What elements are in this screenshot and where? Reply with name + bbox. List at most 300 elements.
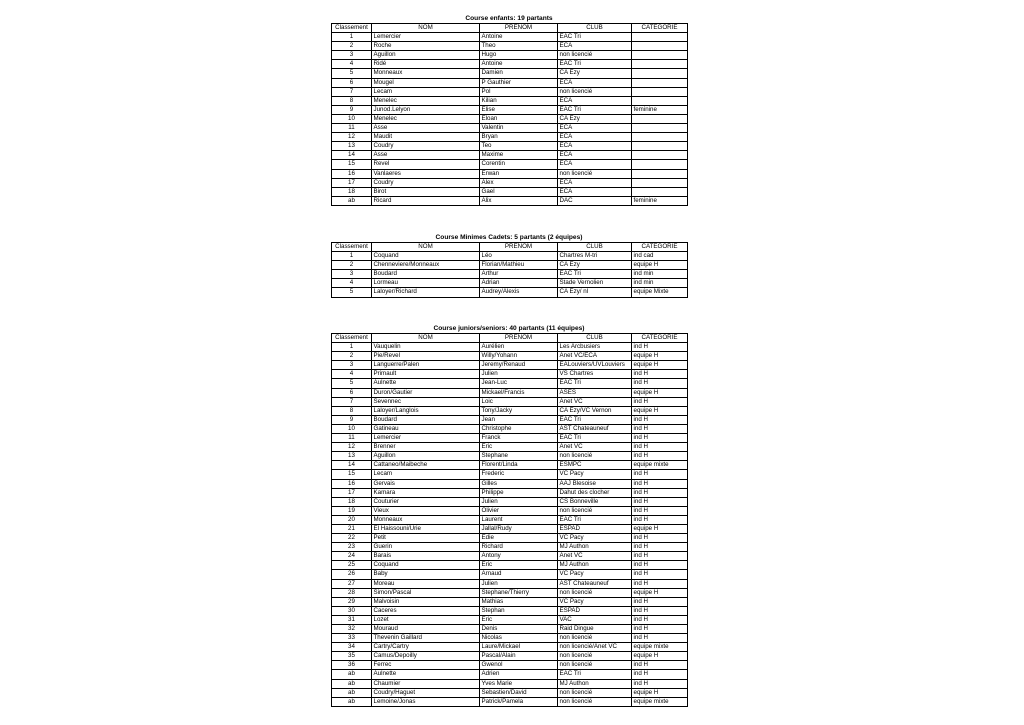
categorie-cell: ind H [632, 415, 688, 424]
table-row [332, 352, 688, 361]
classement-cell: 20 [332, 515, 372, 524]
nom-cell: Brenner [372, 443, 480, 452]
nom-cell: Gervais [372, 479, 480, 488]
table-row [332, 488, 688, 497]
club-cell: CA Ezy [558, 114, 632, 123]
classement-cell: 15 [332, 160, 372, 169]
club-cell: VAC [558, 615, 632, 624]
categorie-cell [632, 33, 688, 42]
prenom-cell: Christophe [480, 424, 558, 433]
prenom-cell: Alix [480, 196, 558, 205]
prenom-cell: Mickael/Francis [480, 388, 558, 397]
club-cell: CA Ezy [558, 261, 632, 270]
nom-cell: Vanlaeres [372, 169, 480, 178]
club-cell: MJ Authon [558, 543, 632, 552]
classement-cell: 36 [332, 661, 372, 670]
prenom-cell: Franck [480, 434, 558, 443]
categorie-cell: feminine [632, 105, 688, 114]
classement-cell: 27 [332, 579, 372, 588]
nom-cell: Pie/Revel [372, 352, 480, 361]
column-header: CATEGORIE [632, 243, 688, 252]
classement-cell: 6 [332, 388, 372, 397]
club-cell: non licencié [558, 688, 632, 697]
nom-cell: Asse [372, 151, 480, 160]
table-row [332, 69, 688, 78]
categorie-cell: ind H [632, 424, 688, 433]
prenom-cell: Laure/Mickael [480, 643, 558, 652]
club-cell: non licencié [558, 169, 632, 178]
prenom-cell: Edie [480, 534, 558, 543]
nom-cell: Laloyer/Richard [372, 288, 480, 297]
prenom-cell: Julien [480, 497, 558, 506]
table-row [332, 114, 688, 123]
club-cell: Raid Dingue [558, 625, 632, 634]
table-row [332, 452, 688, 461]
categorie-cell: equipe H [632, 361, 688, 370]
nom-cell: Malvoisin [372, 597, 480, 606]
categorie-cell: ind H [632, 625, 688, 634]
nom-cell: Thevenin Gaillard [372, 634, 480, 643]
classement-cell: 19 [332, 506, 372, 515]
nom-cell: Coquand [372, 561, 480, 570]
prenom-cell: Kilian [480, 96, 558, 105]
nom-cell: Monneaux [372, 69, 480, 78]
prenom-cell: Philippe [480, 488, 558, 497]
nom-cell: Primault [372, 370, 480, 379]
table-row [332, 543, 688, 552]
classement-cell: 14 [332, 461, 372, 470]
prenom-cell: Pol [480, 87, 558, 96]
table-row [332, 670, 688, 679]
nom-cell: Kamara [372, 488, 480, 497]
categorie-cell: ind H [632, 506, 688, 515]
table-row [332, 60, 688, 69]
nom-cell: Vieux [372, 506, 480, 515]
categorie-cell: ind H [632, 397, 688, 406]
section-title: Course juniors/seniors: 40 partants (11 équipes) [433, 325, 585, 332]
classement-cell: ab [332, 670, 372, 679]
club-cell: ECA [558, 78, 632, 87]
categorie-cell: feminine [632, 196, 688, 205]
prenom-cell: Alex [480, 178, 558, 187]
table-row [332, 597, 688, 606]
table-row [332, 151, 688, 160]
club-cell: non licencié [558, 634, 632, 643]
nom-cell: Cattaneo/Maibeche [372, 461, 480, 470]
nom-cell: Aguillon [372, 51, 480, 60]
categorie-cell: ind H [632, 579, 688, 588]
categorie-cell: ind H [632, 443, 688, 452]
categorie-cell [632, 114, 688, 123]
club-cell: Anet VC [558, 397, 632, 406]
classement-cell: 22 [332, 534, 372, 543]
prenom-cell: Audrey/Alexis [480, 288, 558, 297]
nom-cell: Boudard [372, 415, 480, 424]
categorie-cell [632, 60, 688, 69]
table-row [332, 552, 688, 561]
prenom-cell: Eloan [480, 114, 558, 123]
categorie-cell [632, 78, 688, 87]
nom-cell: Petit [372, 534, 480, 543]
club-cell: ESMPC [558, 461, 632, 470]
section-title: Course enfants: 19 partants [465, 15, 553, 22]
column-header: CLUB [558, 24, 632, 33]
prenom-cell: Antoine [480, 33, 558, 42]
categorie-cell: ind H [632, 515, 688, 524]
prenom-cell: Léo [480, 252, 558, 261]
categorie-cell [632, 151, 688, 160]
nom-cell: Revel [372, 160, 480, 169]
classement-cell: 2 [332, 42, 372, 51]
club-cell: AST Chateauneuf [558, 579, 632, 588]
club-cell: EAC Tri [558, 105, 632, 114]
column-header: NOM [372, 243, 480, 252]
nom-cell: Baby [372, 570, 480, 579]
prenom-cell: Eric [480, 561, 558, 570]
column-header: NOM [372, 24, 480, 33]
club-cell: ECA [558, 42, 632, 51]
categorie-cell: equipe H [632, 261, 688, 270]
nom-cell: Lemoine/Jonas [372, 697, 480, 706]
classement-cell: 11 [332, 434, 372, 443]
nom-cell: Languerre/Palen [372, 361, 480, 370]
column-header: Classement [332, 24, 372, 33]
prenom-cell: Mathias [480, 597, 558, 606]
prenom-cell: Sebastien/David [480, 688, 558, 697]
nom-cell: Camus/Depoilly [372, 652, 480, 661]
club-cell: EALouviers/UVLouviers [558, 361, 632, 370]
table-row [332, 169, 688, 178]
nom-cell: Birot [372, 187, 480, 196]
classement-cell: 12 [332, 133, 372, 142]
prenom-cell: Jean-Luc [480, 379, 558, 388]
nom-cell: Ridé [372, 60, 480, 69]
nom-cell: Mougel [372, 78, 480, 87]
column-header: CLUB [558, 243, 632, 252]
classement-cell: 3 [332, 51, 372, 60]
table-row [332, 406, 688, 415]
table-row [332, 688, 688, 697]
nom-cell: Menelec [372, 96, 480, 105]
categorie-cell [632, 42, 688, 51]
table-row [332, 370, 688, 379]
nom-cell: Gatineau [372, 424, 480, 433]
classement-cell: 28 [332, 588, 372, 597]
nom-cell: Aulnette [372, 379, 480, 388]
table-row [332, 379, 688, 388]
club-cell: non licencié [558, 697, 632, 706]
club-cell: Anet VC [558, 552, 632, 561]
club-cell: non licencié [558, 51, 632, 60]
classement-cell: 16 [332, 169, 372, 178]
prenom-cell: Corentin [480, 160, 558, 169]
prenom-cell: Nicolas [480, 634, 558, 643]
nom-cell: Roche [372, 42, 480, 51]
nom-cell: Ricard [372, 196, 480, 205]
categorie-cell [632, 142, 688, 151]
table-row [332, 524, 688, 533]
prenom-cell: Arnaud [480, 570, 558, 579]
section-minimes-cadets [331, 233, 687, 298]
prenom-cell: Gilles [480, 479, 558, 488]
classement-cell: 17 [332, 178, 372, 187]
classement-cell: ab [332, 679, 372, 688]
classement-cell: 12 [332, 443, 372, 452]
table-row [332, 270, 688, 279]
classement-cell: 1 [332, 33, 372, 42]
categorie-cell: ind H [632, 670, 688, 679]
classement-cell: 10 [332, 424, 372, 433]
categorie-cell: ind min [632, 270, 688, 279]
categorie-cell: equipe Mixte [632, 288, 688, 297]
classement-cell: 7 [332, 87, 372, 96]
prenom-cell: Erwan [480, 169, 558, 178]
classement-cell: ab [332, 196, 372, 205]
prenom-cell: Julien [480, 579, 558, 588]
classement-cell: 11 [332, 124, 372, 133]
prenom-cell: Antony [480, 552, 558, 561]
table-row [332, 515, 688, 524]
nom-cell: Sevennec [372, 397, 480, 406]
table-row [332, 124, 688, 133]
club-cell: ESPAD [558, 606, 632, 615]
prenom-cell: Antoine [480, 60, 558, 69]
categorie-cell [632, 133, 688, 142]
categorie-cell: ind H [632, 597, 688, 606]
table-row [332, 78, 688, 87]
prenom-cell: Richard [480, 543, 558, 552]
categorie-cell: ind H [632, 615, 688, 624]
categorie-cell: ind H [632, 452, 688, 461]
club-cell: EAC Tri [558, 415, 632, 424]
prenom-cell: Hugo [480, 51, 558, 60]
categorie-cell: ind H [632, 497, 688, 506]
prenom-cell: Gwenol [480, 661, 558, 670]
table-row [332, 424, 688, 433]
prenom-cell: Aurélien [480, 343, 558, 352]
table-row [332, 534, 688, 543]
nom-cell: Lecam [372, 470, 480, 479]
prenom-cell: Stephane/Thierry [480, 588, 558, 597]
club-cell: CA Ezy/VC Vernon [558, 406, 632, 415]
table-row [332, 133, 688, 142]
prenom-cell: Valentin [480, 124, 558, 133]
categorie-cell: ind H [632, 488, 688, 497]
club-cell: ECA [558, 178, 632, 187]
column-header: CATEGORIE [632, 334, 688, 343]
classement-cell: 21 [332, 524, 372, 533]
classement-cell: ab [332, 697, 372, 706]
nom-cell: Maudit [372, 133, 480, 142]
classement-cell: 14 [332, 151, 372, 160]
classement-cell: 17 [332, 488, 372, 497]
table-row [332, 652, 688, 661]
prenom-cell: Adrian [480, 279, 558, 288]
categorie-cell: ind H [632, 661, 688, 670]
prenom-cell: Frederic [480, 470, 558, 479]
club-cell: VC Pacy [558, 534, 632, 543]
table-row [332, 697, 688, 706]
classement-cell: 16 [332, 479, 372, 488]
nom-cell: Guerin [372, 543, 480, 552]
nom-cell: Coudry [372, 142, 480, 151]
table-row [332, 160, 688, 169]
prenom-cell: Olivier [480, 506, 558, 515]
table-row [332, 506, 688, 515]
table-row [332, 470, 688, 479]
club-cell: ECA [558, 142, 632, 151]
prenom-cell: Jeremy/Renaud [480, 361, 558, 370]
column-header: Classement [332, 243, 372, 252]
table-row [332, 261, 688, 270]
club-cell: Dahut des clocher [558, 488, 632, 497]
club-cell: ECA [558, 160, 632, 169]
nom-cell: Barais [372, 552, 480, 561]
nom-cell: Monneaux [372, 515, 480, 524]
classement-cell: 18 [332, 187, 372, 196]
column-header: PRENOM [480, 243, 558, 252]
club-cell: ESPAD [558, 524, 632, 533]
categorie-cell [632, 69, 688, 78]
section-enfants [331, 14, 687, 206]
nom-cell: Duron/Gautier [372, 388, 480, 397]
section-juniors-seniors [331, 324, 687, 707]
results-table [331, 23, 688, 206]
table-row [332, 570, 688, 579]
nom-cell: Lozet [372, 615, 480, 624]
table-row [332, 661, 688, 670]
classement-cell: 4 [332, 279, 372, 288]
classement-cell: 24 [332, 552, 372, 561]
club-cell: EAC Tri [558, 60, 632, 69]
categorie-cell [632, 160, 688, 169]
club-cell: EAC Tri [558, 434, 632, 443]
table-row [332, 196, 688, 205]
table-row [332, 443, 688, 452]
categorie-cell: ind H [632, 543, 688, 552]
column-header: CATEGORIE [632, 24, 688, 33]
nom-cell: Simon/Pascal [372, 588, 480, 597]
nom-cell: Caceres [372, 606, 480, 615]
table-row [332, 279, 688, 288]
prenom-cell: Loic [480, 397, 558, 406]
table-row [332, 461, 688, 470]
categorie-cell: ind H [632, 343, 688, 352]
prenom-cell: Laurent [480, 515, 558, 524]
classement-cell: 4 [332, 60, 372, 69]
categorie-cell [632, 96, 688, 105]
club-cell: EAC Tri [558, 33, 632, 42]
club-cell: Chartres M-tri [558, 252, 632, 261]
categorie-cell: ind H [632, 552, 688, 561]
classement-cell: 8 [332, 96, 372, 105]
categorie-cell: ind H [632, 534, 688, 543]
club-cell: ECA [558, 187, 632, 196]
table-row [332, 679, 688, 688]
club-cell: ECA [558, 96, 632, 105]
classement-cell: 1 [332, 343, 372, 352]
column-header: Classement [332, 334, 372, 343]
club-cell: non licencié [558, 588, 632, 597]
table-row [332, 634, 688, 643]
club-cell: VS Chartres [558, 370, 632, 379]
prenom-cell: Eric [480, 443, 558, 452]
categorie-cell: ind H [632, 479, 688, 488]
club-cell: EAC Tri [558, 270, 632, 279]
club-cell: non licencié/Anet VC [558, 643, 632, 652]
table-row [332, 252, 688, 261]
table-row [332, 588, 688, 597]
classement-cell: 6 [332, 78, 372, 87]
table-row [332, 388, 688, 397]
table-row [332, 397, 688, 406]
table-row [332, 288, 688, 297]
classement-cell: 8 [332, 406, 372, 415]
classement-cell: 29 [332, 597, 372, 606]
classement-cell: ab [332, 688, 372, 697]
nom-cell: Junod.Lelyon [372, 105, 480, 114]
prenom-cell: Theo [480, 42, 558, 51]
categorie-cell: equipe H [632, 352, 688, 361]
classement-cell: 5 [332, 379, 372, 388]
categorie-cell: equipe mixte [632, 461, 688, 470]
categorie-cell: equipe mixte [632, 643, 688, 652]
table-row [332, 497, 688, 506]
categorie-cell [632, 178, 688, 187]
prenom-cell: Stephan [480, 606, 558, 615]
nom-cell: Laloyer/Langlois [372, 406, 480, 415]
categorie-cell [632, 169, 688, 178]
club-cell: CA Ezy [558, 69, 632, 78]
nom-cell: Lemercier [372, 33, 480, 42]
club-cell: non licencié [558, 452, 632, 461]
prenom-cell: Florian/Mathieu [480, 261, 558, 270]
nom-cell: Coudry/Haguet [372, 688, 480, 697]
prenom-cell: P Gauthier [480, 78, 558, 87]
categorie-cell: ind H [632, 561, 688, 570]
categorie-cell [632, 124, 688, 133]
nom-cell: Chenneviere/Monneaux [372, 261, 480, 270]
club-cell: Anet VC [558, 443, 632, 452]
column-header: PRENOM [480, 24, 558, 33]
classement-cell: 2 [332, 261, 372, 270]
table-row [332, 96, 688, 105]
categorie-cell: equipe H [632, 388, 688, 397]
table-row [332, 434, 688, 443]
classement-cell: 35 [332, 652, 372, 661]
nom-cell: Mouraud [372, 625, 480, 634]
categorie-cell: ind cad [632, 252, 688, 261]
table-header-row [332, 24, 688, 33]
club-cell: EAC Tri [558, 670, 632, 679]
categorie-cell: ind min [632, 279, 688, 288]
club-cell: ECA [558, 133, 632, 142]
prenom-cell: Yves Marie [480, 679, 558, 688]
column-header: CLUB [558, 334, 632, 343]
table-row [332, 178, 688, 187]
prenom-cell: Maxime [480, 151, 558, 160]
table-row [332, 415, 688, 424]
nom-cell: Lecam [372, 87, 480, 96]
prenom-cell: Jean [480, 415, 558, 424]
nom-cell: Couturier [372, 497, 480, 506]
prenom-cell: Eric [480, 615, 558, 624]
prenom-cell: Elise [480, 105, 558, 114]
nom-cell: Aguillon [372, 452, 480, 461]
classement-cell: 13 [332, 142, 372, 151]
table-row [332, 51, 688, 60]
classement-cell: 34 [332, 643, 372, 652]
